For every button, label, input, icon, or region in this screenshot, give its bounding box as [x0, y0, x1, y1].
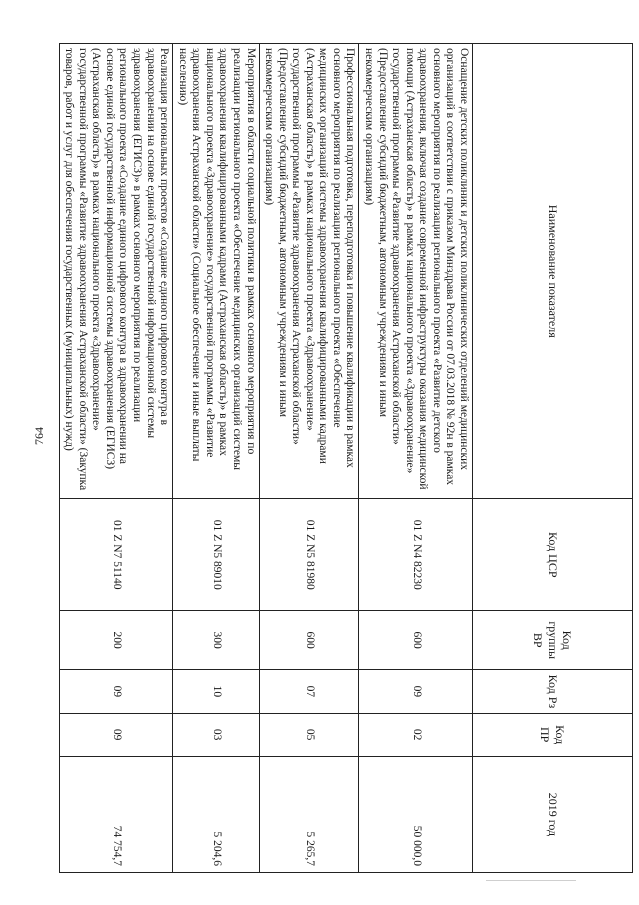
row-vr: 200	[59, 611, 173, 670]
row-rz: 10	[173, 670, 259, 713]
row-name: Реализация региональных проектов «Создание единого цифрового контура в здравоохранении на основе единой государственной информационной системы здравоохранения (ЕГИСЗ)» в рамках основного мероприятия по реализации регионального проекта «Создание единого цифрового контура в здравоохранении на основе единой государственной информационной системы здравоохранения (ЕГИСЗ) (Астраханская область)» в рамках национального проекта «Здравоохранение» государственной программы «Развитие здравоохранения Астраханской области» (Закупка товаров, работ и услуг для обеспечения государственных (муниципальных) нужд)	[59, 44, 173, 499]
row-name: Мероприятия в области социальной политики в рамках основного мероприятия по реализации регионального проекта «Обеспечение медицинских организаций системы здравоохранения квалифицированными кадрами (Астраханская область)» в рамках национального проекта «Здравоохранение» государственной программы «Развитие здравоохранения Астраханской области» (Социальное обеспечение и иные выплаты населению)	[173, 44, 259, 499]
row-value: 5 265,7	[259, 756, 359, 872]
row-pr: 05	[259, 713, 359, 756]
row-value: 74 754,7	[59, 756, 173, 872]
header-name: Наименование показателя	[473, 44, 633, 499]
header-year: 2019 год	[473, 756, 633, 872]
row-pr: 09	[59, 713, 173, 756]
table-row	[259, 44, 359, 873]
scan-mark	[486, 880, 576, 881]
row-csr: 01 Z N7 51140	[59, 499, 173, 611]
row-pr: 03	[173, 713, 259, 756]
header-vr: Код группы ВР	[473, 611, 633, 670]
header-rz: Код Рз	[473, 670, 633, 713]
table-row	[173, 44, 259, 873]
budget-table-rotated	[63, 43, 633, 873]
row-rz: 09	[359, 670, 473, 713]
table-row	[359, 44, 473, 873]
row-csr: 01 Z N5 81980	[259, 499, 359, 611]
page-number: 764	[32, 427, 46, 445]
header-csr: Код ЦСР	[473, 499, 633, 611]
row-vr: 300	[173, 611, 259, 670]
row-rz: 07	[259, 670, 359, 713]
header-row	[473, 44, 633, 873]
row-rz: 09	[59, 670, 173, 713]
row-value: 5 204,6	[173, 756, 259, 872]
row-pr: 02	[359, 713, 473, 756]
row-csr: 01 Z N5 89010	[173, 499, 259, 611]
row-name: Оснащение детских поликлиник и детских поликлинических отделений медицинских организаций в соответствии с приказом Минздрава России от 07.03.2018 № 92н в рамках основного мероприятия по реализации регионального проекта «Развитие детского здравоохранения, включая создание современной инфраструктуры оказания медицинской помощи (Астраханская область)» в рамках национального проекта «Здравоохранение» государственной программы «Развитие здравоохранения Астраханской области» (Предоставление субсидий бюджетным, автономным учреждениям и иным некоммерческим организациям)	[359, 44, 473, 499]
budget-table	[59, 43, 633, 873]
row-value: 50 000,0	[359, 756, 473, 872]
row-vr: 600	[359, 611, 473, 670]
header-pr: Код ПР	[473, 713, 633, 756]
table-row	[59, 44, 173, 873]
row-vr: 600	[259, 611, 359, 670]
row-csr: 01 Z N4 82230	[359, 499, 473, 611]
row-name: Профессиональная подготовка, переподготовка и повышение квалификации в рамках основного мероприятия по реализации регионального проекта «Обеспечение медицинских организаций системы здравоохранения квалифицированными кадрами (Астраханская область)» в рамках национального проекта «Здравоохранение» государственной программы «Развитие здравоохранения Астраханской области» (Предоставление субсидий бюджетным, автономным учреждениям и иным некоммерческим организациям)	[259, 44, 359, 499]
